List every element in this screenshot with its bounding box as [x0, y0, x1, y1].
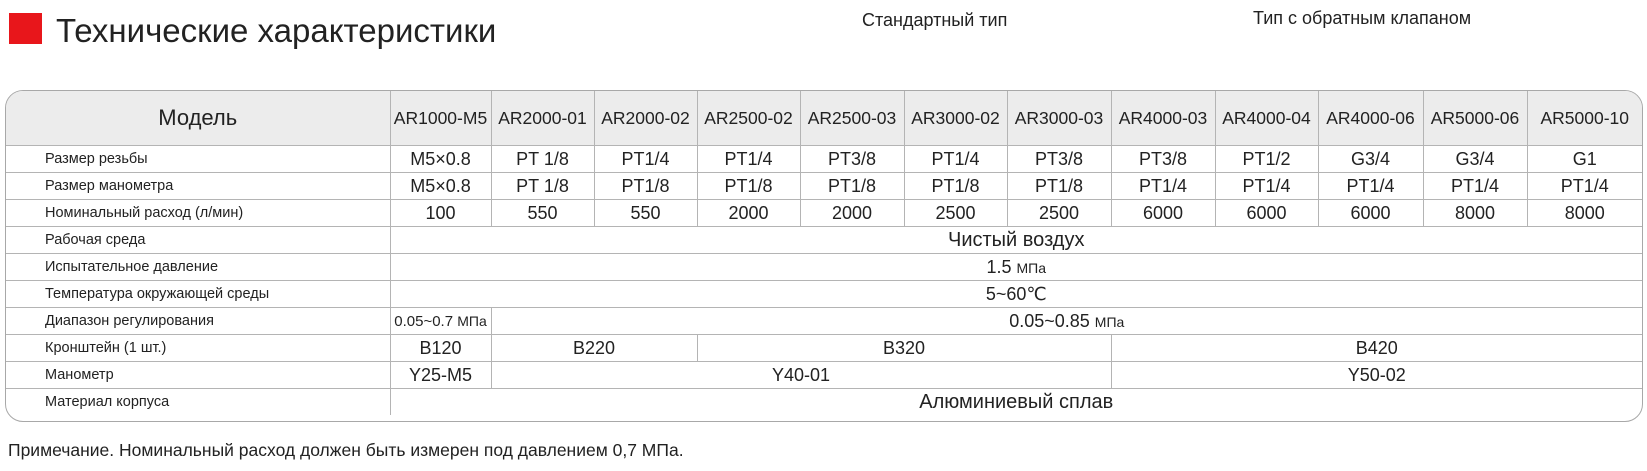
gauge-size-cell: M5×0.8 — [390, 173, 491, 200]
gauge-size-cell: PT1/4 — [1423, 173, 1527, 200]
row-label: Размер манометра — [6, 173, 390, 200]
model-cell: AR2000-02 — [594, 91, 697, 146]
body-material-value: Алюминиевый сплав — [919, 390, 1114, 413]
row-label: Кронштейн (1 шт.) — [6, 335, 390, 362]
ambient-temp-value: 5~60℃ — [390, 281, 1642, 308]
gauge-size-cell: PT1/8 — [1007, 173, 1111, 200]
test-pressure-row — [6, 254, 1642, 281]
thread-size-cell: G3/4 — [1423, 146, 1527, 173]
thread-size-cell: G3/4 — [1318, 146, 1423, 173]
gauge-size-row — [6, 173, 1642, 200]
row-label: Материал корпуса — [6, 389, 390, 416]
flow-cell: 6000 — [1111, 200, 1215, 227]
bracket-cell: B420 — [1111, 335, 1642, 362]
row-label: Номинальный расход (л/мин) — [6, 200, 390, 227]
regulation-range-number: 0.05~0.85 — [1009, 310, 1090, 331]
model-cell: AR4000-06 — [1318, 91, 1423, 146]
flow-cell: 100 — [390, 200, 491, 227]
row-label: Температура окружающей среды — [6, 281, 390, 308]
thread-size-cell: PT1/2 — [1215, 146, 1318, 173]
thread-size-cell: PT3/8 — [1007, 146, 1111, 173]
thread-size-cell: G1 — [1527, 146, 1642, 173]
thread-size-cell: PT1/4 — [904, 146, 1007, 173]
flow-cell: 2500 — [1007, 200, 1111, 227]
model-cell: AR3000-03 — [1007, 91, 1111, 146]
row-label: Диапазон регулирования — [6, 308, 390, 335]
test-pressure-unit: МПа — [1016, 259, 1047, 276]
flow-cell: 550 — [491, 200, 594, 227]
bracket-cell: B120 — [390, 335, 491, 362]
gauge-row — [6, 362, 1642, 389]
body-material-row — [6, 389, 1642, 416]
regulation-range-first — [390, 308, 491, 335]
model-cell: AR3000-02 — [904, 91, 1007, 146]
thread-size-cell: M5×0.8 — [390, 146, 491, 173]
nominal-flow-row — [6, 200, 1642, 227]
model-header: Модель — [6, 91, 390, 146]
flow-cell: 550 — [594, 200, 697, 227]
row-label: Размер резьбы — [6, 146, 390, 173]
model-cell: AR4000-04 — [1215, 91, 1318, 146]
gauge-size-cell: PT1/4 — [1111, 173, 1215, 200]
bracket-row — [6, 335, 1642, 362]
footnote: Примечание. Номинальный расход должен быть измерен под давлением 0,7 МПа. — [8, 440, 684, 460]
thread-size-row — [6, 146, 1642, 173]
model-cell: AR2500-03 — [800, 91, 904, 146]
regulation-range-first-unit: МПа — [457, 312, 487, 329]
model-cell: AR2500-02 — [697, 91, 800, 146]
test-pressure-value — [390, 254, 1642, 281]
medium-value: Чистый воздух — [390, 227, 1642, 254]
model-cell: AR4000-03 — [1111, 91, 1215, 146]
thread-size-cell: PT3/8 — [800, 146, 904, 173]
ambient-temp-row — [6, 281, 1642, 308]
gauge-size-cell: PT1/8 — [800, 173, 904, 200]
gauge-size-cell: PT1/8 — [697, 173, 800, 200]
spec-table — [6, 91, 1642, 415]
row-label: Манометр — [6, 362, 390, 389]
regulation-range-first-number: 0.05~0.7 — [394, 312, 454, 330]
test-pressure-number: 1.5 — [986, 256, 1012, 277]
gauge-size-cell: PT1/4 — [1215, 173, 1318, 200]
flow-cell: 2000 — [800, 200, 904, 227]
brand-marker — [9, 13, 42, 44]
bracket-cell: B320 — [697, 335, 1111, 362]
flow-cell: 6000 — [1215, 200, 1318, 227]
gauge-cell: Y25-M5 — [390, 362, 491, 389]
flow-cell: 6000 — [1318, 200, 1423, 227]
model-row — [6, 91, 1642, 146]
bracket-cell: B220 — [491, 335, 697, 362]
flow-cell: 8000 — [1527, 200, 1642, 227]
medium-row — [6, 227, 1642, 254]
gauge-size-cell: PT1/8 — [594, 173, 697, 200]
regulation-range-row — [6, 308, 1642, 335]
thread-size-cell: PT1/4 — [594, 146, 697, 173]
gauge-size-cell: PT1/4 — [1527, 173, 1642, 200]
gauge-cell: Y40-01 — [491, 362, 1111, 389]
flow-cell: 8000 — [1423, 200, 1527, 227]
gauge-size-cell: PT1/4 — [1318, 173, 1423, 200]
model-cell: AR5000-06 — [1423, 91, 1527, 146]
flow-cell: 2000 — [697, 200, 800, 227]
thread-size-cell: PT3/8 — [1111, 146, 1215, 173]
thread-size-cell: PT1/4 — [697, 146, 800, 173]
model-cell: AR1000-M5 — [390, 91, 491, 146]
page-title: Технические характеристики — [56, 12, 497, 49]
check-valve-type-label: Тип с обратным клапаном — [1253, 8, 1472, 28]
model-cell: AR5000-10 — [1527, 91, 1642, 146]
thread-size-cell: PT 1/8 — [491, 146, 594, 173]
regulation-range-value — [491, 308, 1642, 335]
row-label: Испытательное давление — [6, 254, 390, 281]
standard-type-label: Стандартный тип — [862, 10, 1008, 30]
model-cell: AR2000-01 — [491, 91, 594, 146]
regulation-range-unit: МПа — [1094, 313, 1125, 330]
row-label: Рабочая среда — [6, 227, 390, 254]
spec-table-frame — [5, 90, 1643, 422]
gauge-cell: Y50-02 — [1111, 362, 1642, 389]
gauge-size-cell: PT 1/8 — [491, 173, 594, 200]
flow-cell: 2500 — [904, 200, 1007, 227]
gauge-size-cell: PT1/8 — [904, 173, 1007, 200]
